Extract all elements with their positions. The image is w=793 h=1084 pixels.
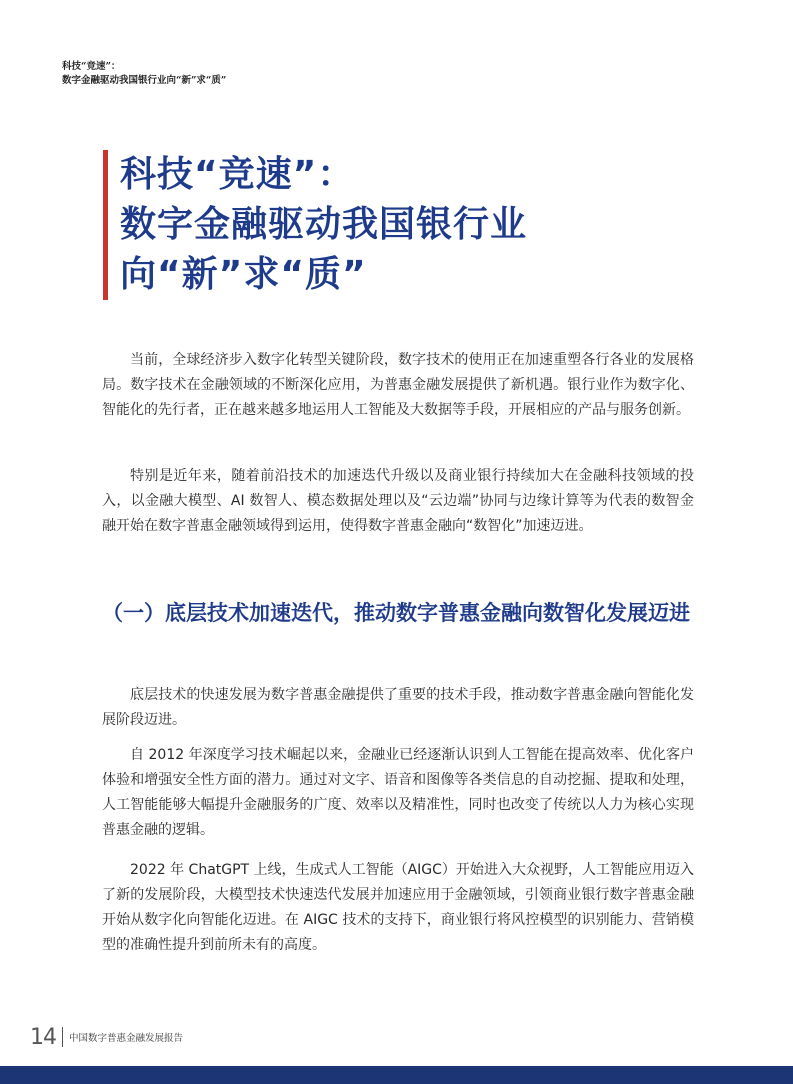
section-paragraph-1: 底层技术的快速发展为数字普惠金融提供了重要的技术手段，推动数字普惠金融向智能化发展阶段迈进。 xyxy=(102,687,694,728)
section-paragraph-3: 2022 年 ChatGPT 上线，生成式人工智能（AIGC）开始进入大众视野，人工智能应用迈入了新的发展阶段，大模型技术快速迭代发展并加速应用于金融领域，引领商业银行数字普惠金融开始从数字化向智能化迈进。在 AIGC 技术的支持下，商业银行将风控模型的识别能力、营销模型的准确性提升到前所未有的高度。 xyxy=(102,862,694,953)
intro-paragraph-1: 当前，全球经济步入数字化转型关键阶段，数字技术的使用正在加速重塑各行各业的发展格局。数字技术在金融领域的不断深化应用，为普惠金融发展提供了新机遇。银行业作为数字化、智能化的先行者，正在越来越多地运用人工智能及大数据等手段，开展相应的产品与服务创新。 xyxy=(102,352,694,418)
page-title xyxy=(103,150,680,300)
page-footer xyxy=(30,1024,183,1050)
footer-report-title: 中国数字普惠金融发展报告 xyxy=(69,1033,184,1044)
running-header-line-2: 数字金融驱动我国银行业向“新”求“质” xyxy=(62,75,227,86)
intro-paragraph-2: 特别是近年来，随着前沿技术的加速迭代升级以及商业银行持续加大在金融科技领域的投入，以金融大模型、AI 数智人、模态数据处理以及“云边端”协同与边缘计算等为代表的数智金融开始在数字普惠金融领域得到运用，使得数字普惠金融向“数智化”加速迈进。 xyxy=(102,468,694,534)
title-line-1: 科技“竞速”： xyxy=(120,154,355,195)
section-paragraph-2: 自 2012 年深度学习技术崛起以来，金融业已经逐渐认识到人工智能在提高效率、优化客户体验和增强安全性方面的潜力。通过对文字、语音和图像等各类信息的自动挖掘、提取和处理，人工智能能够大幅提升金融服务的广度、效率以及精准性，同时也改变了传统以人力为核心实现普惠金融的逻辑。 xyxy=(102,747,694,838)
running-header-line-1: 科技“竞速”： xyxy=(62,61,121,72)
title-line-2: 数字金融驱动我国银行业 xyxy=(120,204,528,245)
footer-divider xyxy=(62,1027,63,1047)
section-heading: （一）底层技术加速迭代，推动数字普惠金融向数智化发展迈进 xyxy=(102,601,690,625)
bottom-color-bar xyxy=(0,1066,793,1084)
running-header xyxy=(62,60,226,88)
title-line-3: 向“新”求“质” xyxy=(120,254,367,295)
page-number: 14 xyxy=(30,1024,56,1050)
